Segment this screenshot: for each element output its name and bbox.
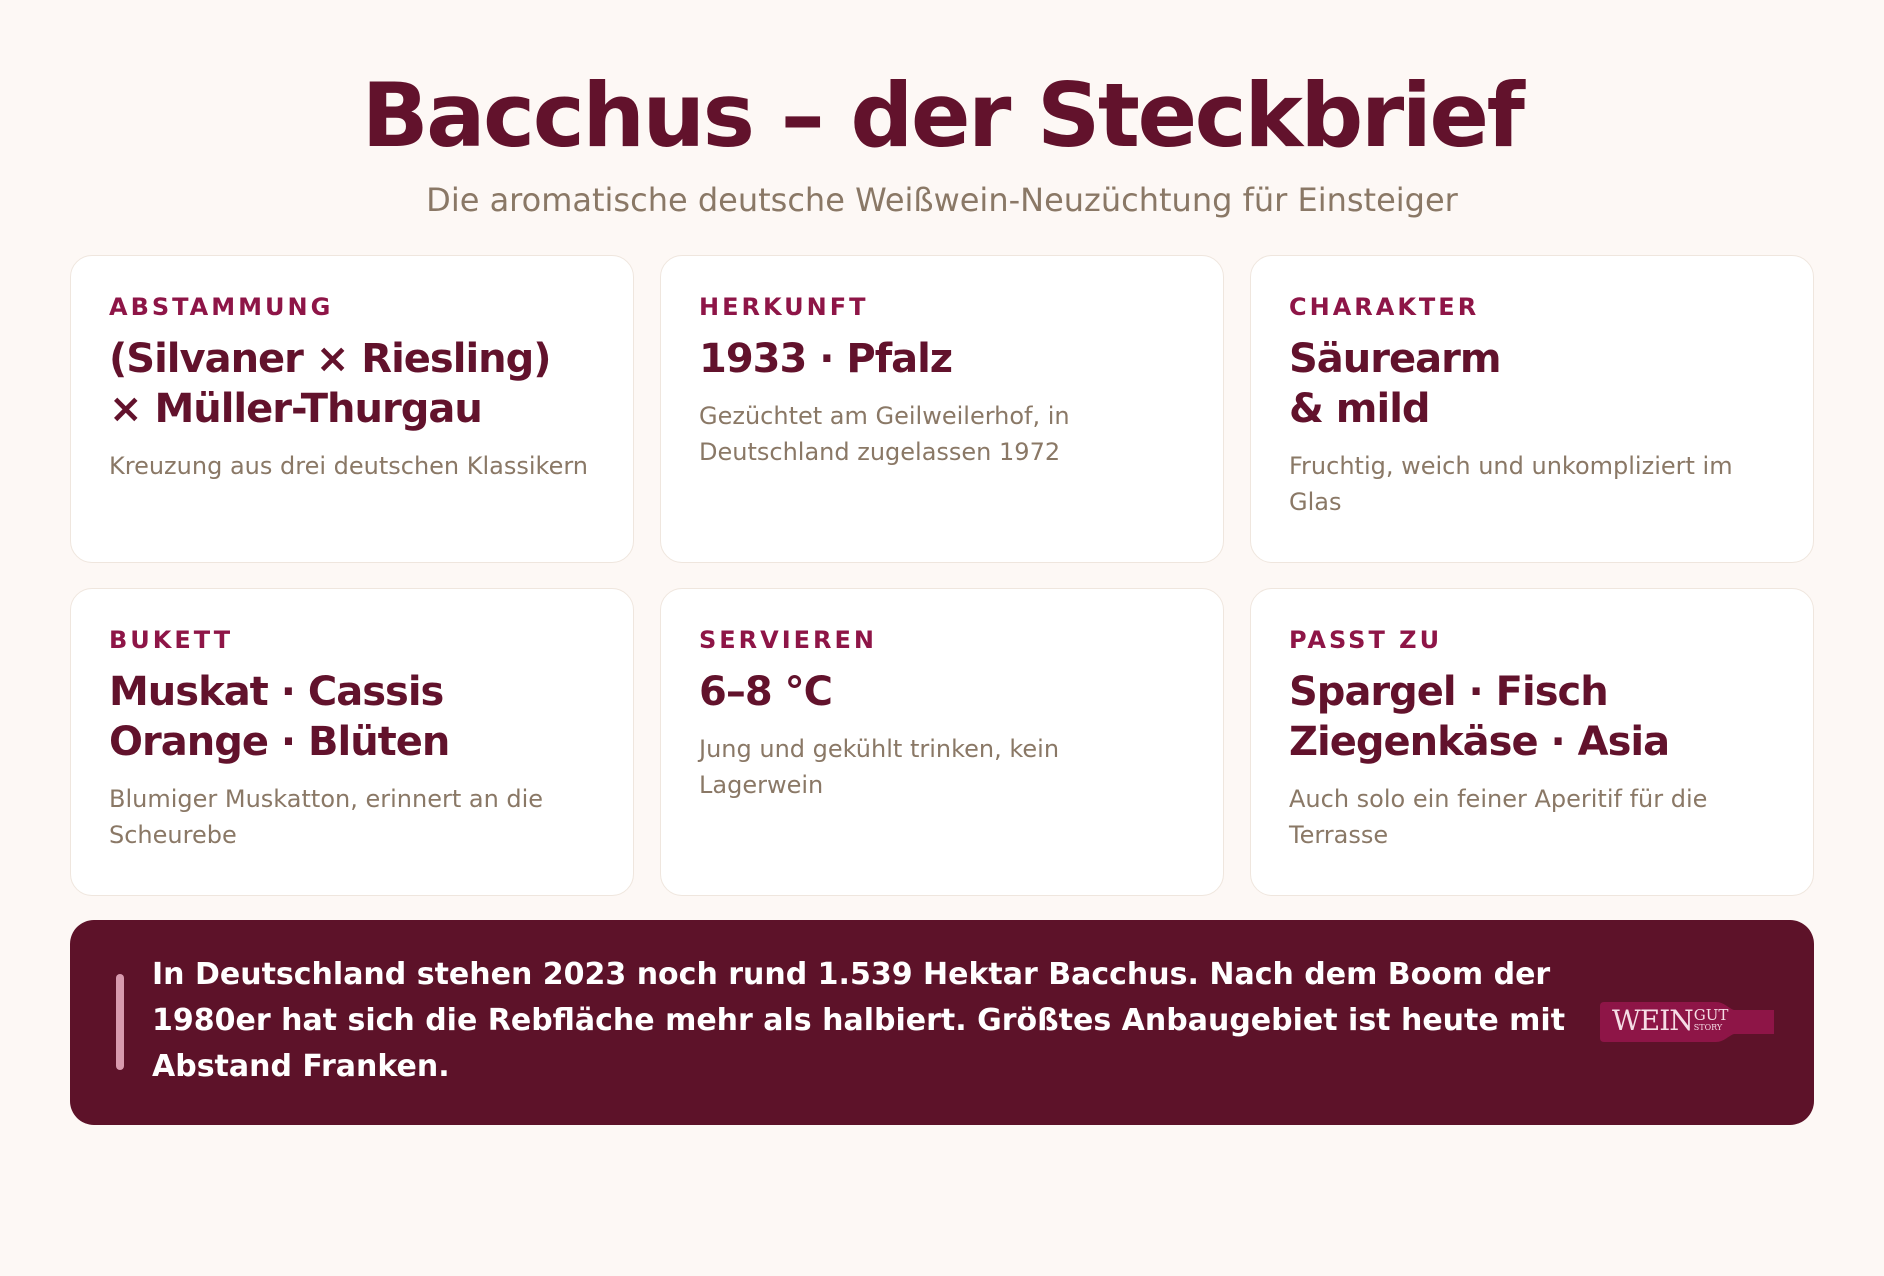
- card-bukett: [70, 588, 634, 896]
- card-label: ABSTAMMUNG: [109, 293, 334, 321]
- logo-gut-text: GUT: [1693, 1006, 1729, 1024]
- card-value: 1933 · Pfalz: [699, 336, 953, 382]
- card-label: SERVIEREN: [699, 626, 878, 654]
- card-label: HERKUNFT: [699, 293, 869, 321]
- card-description: Jung und gekühlt trinken, kein Lagerwein: [699, 735, 1060, 799]
- banner-text: In Deutschland stehen 2023 noch rund 1.539 Hektar Bacchus. Nach dem Boom der 1980er hat sich die Rebfläche mehr als halbiert. Größtes Anbaugebiet ist heute mit Abstand Franken.: [152, 957, 1566, 1084]
- card-description: Fruchtig, weich und unkompliziert im Glas: [1289, 452, 1733, 516]
- card-passt-zu: [1250, 588, 1814, 896]
- logo-wein-text: WEIN: [1612, 1004, 1693, 1037]
- logo-story-text: STORY: [1693, 1023, 1723, 1032]
- card-label: PASST ZU: [1289, 626, 1443, 654]
- card-value: Säurearm & mild: [1289, 336, 1501, 432]
- card-abstammung: [70, 255, 634, 563]
- card-description: Auch solo ein feiner Aperitif für die Terrasse: [1289, 785, 1708, 849]
- info-card-grid: [70, 255, 1814, 896]
- fact-banner: [70, 920, 1814, 1125]
- card-value: (Silvaner × Riesling) × Müller-Thurgau: [109, 336, 551, 432]
- card-label: BUKETT: [109, 626, 234, 654]
- card-servieren: [660, 588, 1224, 896]
- card-value: Muskat · Cassis Orange · Blüten: [109, 669, 450, 765]
- banner-accent-bar: [116, 974, 124, 1070]
- card-value: 6–8 °C: [699, 669, 832, 715]
- card-description: Gezüchtet am Geilweilerhof, in Deutschland zugelassen 1972: [699, 402, 1070, 466]
- card-description: Blumiger Muskatton, erinnert an die Scheurebe: [109, 785, 544, 849]
- card-value: Spargel · Fisch Ziegenkäse · Asia: [1289, 669, 1670, 765]
- card-description: Kreuzung aus drei deutschen Klassikern: [109, 452, 589, 480]
- card-charakter: [1250, 255, 1814, 563]
- card-label: CHARAKTER: [1289, 293, 1480, 321]
- weingut-story-logo: [1598, 998, 1778, 1046]
- card-herkunft: [660, 255, 1224, 563]
- page-subtitle: Die aromatische deutsche Weißwein-Neuzüchtung für Einsteiger: [426, 181, 1458, 219]
- page-title: Bacchus – der Steckbrief: [361, 64, 1523, 167]
